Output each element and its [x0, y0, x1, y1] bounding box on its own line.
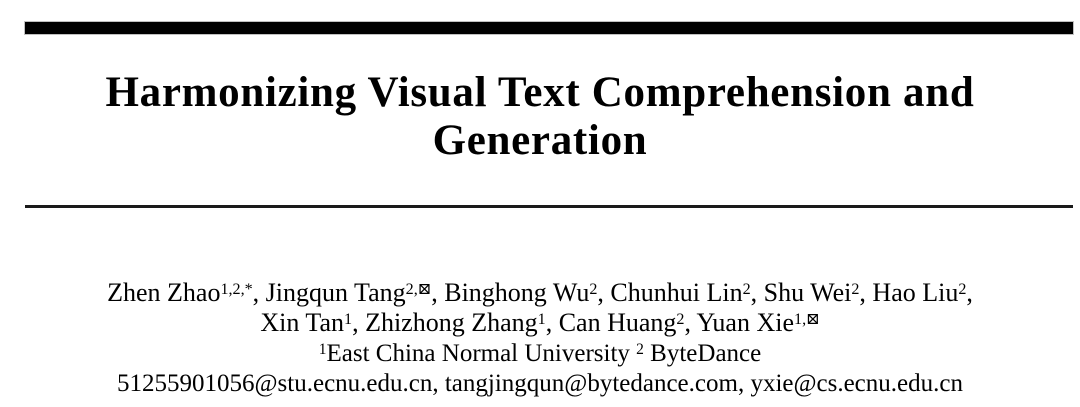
affiliation-name: East China Normal University [326, 340, 630, 367]
author-name: Chunhui Lin [610, 278, 743, 307]
affiliation-superscript: 1 [318, 341, 327, 359]
paper-title: Harmonizing Visual Text Comprehension and Generation [105, 69, 975, 164]
author-name: Xin Tan [260, 308, 345, 337]
author-superscript: 1,⊠ [794, 310, 820, 328]
author-superscript: 2 [958, 280, 967, 298]
author-superscript: 2 [589, 280, 598, 298]
author-name: Yuan Xie [696, 308, 795, 337]
author-name: Shu Wei [763, 278, 852, 307]
author-name: Binghong Wu [444, 278, 590, 307]
affiliation-superscript: 2 [636, 341, 644, 359]
author-superscript: 1 [344, 310, 353, 328]
author-name: Zhen Zhao [107, 278, 221, 307]
author-superscript: 2,⊠ [405, 280, 432, 298]
author-superscript: 1,2,* [220, 280, 253, 298]
email-line: 51255901056@stu.ecnu.edu.cn, tangjingqun@bytedance.com, yxie@cs.ecnu.edu.cn [117, 370, 963, 397]
author-line-2: Xin Tan$^1$, Zhizhong Zhang$^1$, Can Huang$^2$, Yuan Xie$^{1,⊠}$ [260, 308, 820, 337]
author-superscript: 2 [742, 280, 751, 298]
author-name: Hao Liu [872, 278, 959, 307]
author-name: Zhizhong Zhang [365, 308, 538, 337]
author-line-1: Zhen Zhao$^{1,2,*}$, Jingqun Tang$^{2,⊠}$, Binghong Wu$^2$, Chunhui Lin$^2$, Shu Wei$^2$, Hao Liu$^2$, [107, 278, 973, 307]
author-superscript: 1 [537, 310, 546, 328]
title-divider-rule [25, 205, 1073, 208]
affiliation-name: ByteDance [650, 340, 762, 367]
affiliation-line [0, 338, 1080, 370]
author-superscript: 2 [676, 310, 685, 328]
top-thick-rule [25, 22, 1073, 34]
author-name: Jingqun Tang [265, 278, 406, 307]
author-superscript: 2 [851, 280, 860, 298]
author-name: Can Huang [558, 308, 677, 337]
author-block [0, 278, 1080, 397]
